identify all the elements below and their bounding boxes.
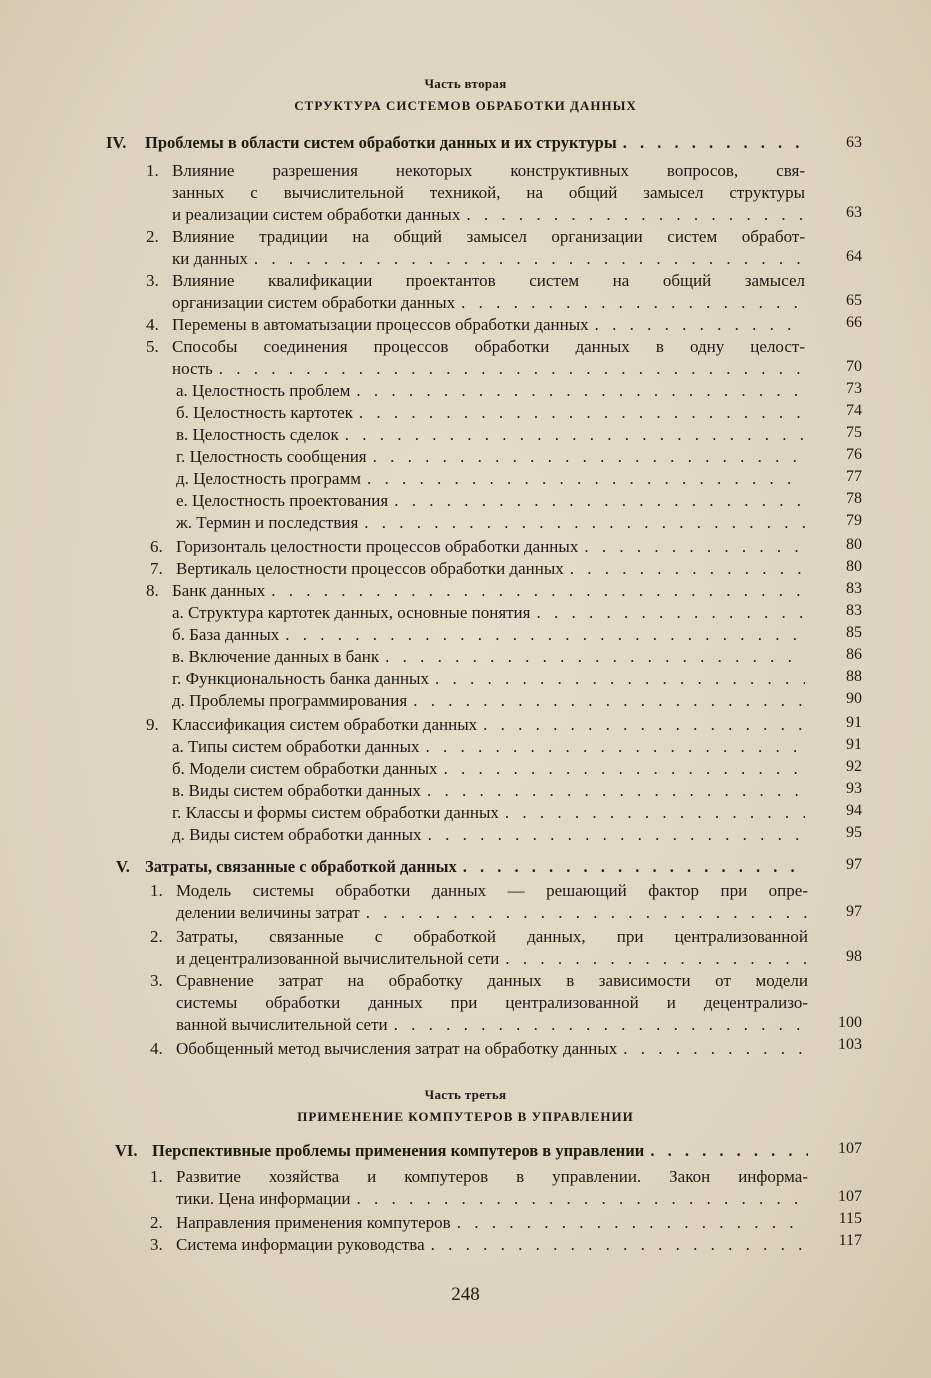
page-ref: 97 — [846, 856, 862, 873]
page-ref: 63 — [846, 204, 862, 221]
entry-text-line: Виды систем обработки данных — [188, 781, 421, 800]
toc-subentry — [172, 646, 805, 668]
entry-number: а. — [176, 381, 188, 400]
entry-number: 7. — [150, 559, 163, 578]
entry-text-line: Система информации руководства — [176, 1235, 425, 1254]
entry-number: г. — [172, 669, 182, 688]
entry-text-line: Способы соединения процессов обработки данных в одну целост- — [172, 337, 805, 356]
page-ref: 94 — [846, 802, 862, 819]
entry-text-line: Целостность программ — [193, 469, 361, 488]
page-ref: 117 — [838, 1232, 862, 1249]
toc-entry — [150, 880, 808, 924]
part-three-title: ПРИМЕНЕНИЕ КОМПУТЕРОВ В УПРАВЛЕНИИ — [297, 1109, 634, 1124]
entry-text-line: Проблемы программирования — [189, 691, 408, 710]
toc-subentry — [172, 690, 805, 712]
page-ref: 65 — [846, 292, 862, 309]
toc-subentry — [176, 468, 805, 490]
entry-number: 4. — [146, 315, 159, 334]
toc-entry — [150, 1166, 808, 1210]
toc-subentry — [172, 736, 805, 758]
page-ref: 83 — [846, 580, 862, 597]
page-ref: 91 — [846, 714, 862, 731]
page-ref: 97 — [846, 903, 862, 920]
entry-text-line: ванной вычислительной сети — [176, 1015, 388, 1034]
entry-text-line: ки данных — [172, 249, 248, 268]
page-ref: 107 — [838, 1188, 862, 1205]
toc-subentry — [172, 624, 805, 646]
entry-number: 3. — [146, 271, 159, 290]
page-ref: 80 — [846, 558, 862, 575]
page-ref: 107 — [838, 1140, 862, 1157]
page-ref: 92 — [846, 758, 862, 775]
entry-number: 4. — [150, 1039, 163, 1058]
entry-text-line: Влияние квалификации проектантов систем на общий замысел — [172, 271, 805, 290]
entry-number: 9. — [146, 715, 159, 734]
toc-entry — [146, 714, 805, 736]
entry-number: г. — [176, 447, 186, 466]
entry-text-line: Функциональность банка данных — [185, 669, 429, 688]
entry-text-line: Влияние разрешения некоторых конструктивных вопросов, свя- — [172, 161, 805, 180]
entry-text-line: Виды систем обработки данных — [189, 825, 422, 844]
part-two-label: Часть вторая — [424, 76, 507, 91]
entry-text-line: Развитие хозяйства и компутеров в управлении. Закон информа- — [176, 1167, 808, 1186]
entry-text-line: Затраты, связанные с обработкой данных, при централизованной — [176, 927, 808, 946]
entry-number: 1. — [146, 161, 159, 180]
page-ref: 76 — [846, 446, 862, 463]
entry-number: 3. — [150, 1235, 163, 1254]
toc-subentry — [172, 802, 805, 824]
entry-number: 2. — [150, 1213, 163, 1232]
entry-text-line: Направления применения компутеров — [176, 1213, 451, 1232]
page-ref: 63 — [846, 134, 862, 151]
part-three-label: Часть третья — [424, 1087, 507, 1102]
toc-subentry — [172, 668, 805, 690]
page-ref: 91 — [846, 736, 862, 753]
entry-number: 1. — [150, 1167, 163, 1186]
page-ref: 95 — [846, 824, 862, 841]
page-number: 248 — [451, 1284, 480, 1305]
entry-text-line: организации систем обработки данных — [172, 293, 456, 312]
page-ref: 93 — [846, 780, 862, 797]
entry-text-line: делении величины затрат — [176, 903, 360, 922]
chapter-title: Перспективные проблемы применения компутеров в управлении — [152, 1141, 645, 1160]
chapter-title: Затраты, связанные с обработкой данных — [145, 857, 457, 876]
entry-text-line: Целостность проектования — [192, 491, 389, 510]
page-ref: 98 — [846, 948, 862, 965]
toc-subentry — [172, 758, 805, 780]
entry-text-line: и децентрализованной вычислительной сети — [176, 949, 500, 968]
chapter-heading — [106, 132, 805, 154]
entry-number: б. — [176, 403, 189, 422]
entry-text-line: Термин и последствия — [196, 513, 359, 532]
page-ref: 79 — [846, 512, 862, 529]
page-ref: 78 — [846, 490, 862, 507]
page-ref: 115 — [838, 1210, 862, 1227]
page-ref: 75 — [846, 424, 862, 441]
page-ref: 66 — [846, 314, 862, 331]
entry-text-line: Модели систем обработки данных — [189, 759, 438, 778]
page-ref: 103 — [838, 1036, 862, 1053]
entry-text-line: Сравнение затрат на обработку данных в зависимости от модели — [176, 971, 808, 990]
toc-entry — [150, 558, 805, 580]
toc-entry — [146, 336, 805, 380]
entry-text-line: Классы и формы систем обработки данных — [185, 803, 499, 822]
toc-subentry — [172, 780, 805, 802]
entry-text-line: ность — [172, 359, 213, 378]
toc-entry — [146, 270, 805, 314]
page-ref: 90 — [846, 690, 862, 707]
page-ref: 88 — [846, 668, 862, 685]
entry-text-line: База данных — [189, 625, 280, 644]
toc-entry — [150, 536, 805, 558]
entry-number: 6. — [150, 537, 163, 556]
toc-subentry — [176, 424, 805, 446]
entry-number: 2. — [150, 927, 163, 946]
toc-subentry — [176, 402, 805, 424]
entry-number: д. — [172, 825, 185, 844]
page-ref: 73 — [846, 380, 862, 397]
entry-number: а. — [172, 603, 184, 622]
entry-number: в. — [172, 647, 185, 666]
entry-text-line: тики. Цена информации — [176, 1189, 351, 1208]
entry-text-line: занных с вычислительной техникой, на общий замысел структуры — [172, 183, 805, 202]
toc-entry — [146, 580, 805, 602]
entry-number: е. — [176, 491, 188, 510]
page-ref: 70 — [846, 358, 862, 375]
toc-entry — [150, 1038, 808, 1060]
entry-number: 3. — [150, 971, 163, 990]
entry-number: 8. — [146, 581, 159, 600]
entry-number: д. — [176, 469, 189, 488]
entry-text-line: Целостность картотек — [193, 403, 353, 422]
part-two-title: СТРУКТУРА СИСТЕМОВ ОБРАБОТКИ ДАННЫХ — [294, 98, 637, 113]
page-ref: 77 — [846, 468, 862, 485]
toc-subentry — [176, 512, 805, 534]
entry-text-line: системы обработки данных при централизованной и децентрализо- — [176, 993, 808, 1012]
entry-text-line: Модель системы обработки данных — решающий фактор при опре- — [176, 881, 808, 900]
toc-subentry — [172, 602, 805, 624]
page-ref: 85 — [846, 624, 862, 641]
entry-text-line: Влияние традиции на общий замысел организации систем обработ- — [172, 227, 805, 246]
toc-subentry — [176, 446, 805, 468]
toc-entry — [146, 314, 805, 336]
chapter-heading — [115, 1140, 808, 1162]
entry-number: б. — [172, 759, 185, 778]
entry-number: а. — [172, 737, 184, 756]
entry-text-line: Горизонталь целостности процессов обработки данных — [176, 537, 579, 556]
chapter-title: Проблемы в области систем обработки данных и их структуры — [145, 133, 617, 152]
page-ref: 83 — [846, 602, 862, 619]
entry-number: б. — [172, 625, 185, 644]
entry-number: в. — [172, 781, 185, 800]
entry-text-line: Целостность сделок — [192, 425, 339, 444]
chapter-heading — [116, 856, 805, 878]
entry-number: ж. — [176, 513, 192, 532]
entry-number: 2. — [146, 227, 159, 246]
entry-text-line: Целостность сообщения — [189, 447, 367, 466]
toc-entry — [150, 970, 808, 1036]
entry-text-line: Типы систем обработки данных — [188, 737, 420, 756]
entry-text-line: Структура картотек данных, основные понятия — [188, 603, 531, 622]
entry-text-line: Классификация систем обработки данных — [172, 715, 478, 734]
entry-text-line: Вертикаль целостности процессов обработки данных — [176, 559, 564, 578]
entry-text-line: Банк данных — [172, 581, 266, 600]
page-ref: 86 — [846, 646, 862, 663]
chapter-number: IV. — [106, 133, 127, 152]
toc-entry — [146, 226, 805, 270]
entry-number: г. — [172, 803, 182, 822]
entry-number: в. — [176, 425, 189, 444]
toc-subentry — [176, 380, 805, 402]
entry-number: д. — [172, 691, 185, 710]
page-ref: 64 — [846, 248, 862, 265]
entry-text-line: и реализации систем обработки данных — [172, 205, 461, 224]
chapter-number: V. — [116, 857, 130, 876]
entry-text-line: Перемены в автоматызации процессов обработки данных — [172, 315, 589, 334]
toc-entry — [150, 1212, 808, 1234]
toc-entry — [150, 926, 808, 970]
entry-text-line: Обобщенный метод вычисления затрат на обработку данных — [176, 1039, 618, 1058]
toc-entry — [150, 1234, 808, 1256]
entry-number: 1. — [150, 881, 163, 900]
toc-entry — [146, 160, 805, 226]
chapter-number: VI. — [115, 1141, 138, 1160]
entry-text-line: Включение данных в банк — [188, 647, 380, 666]
entry-number: 5. — [146, 337, 159, 356]
entry-text-line: Целостность проблем — [192, 381, 351, 400]
page-ref: 100 — [838, 1014, 862, 1031]
page-ref: 80 — [846, 536, 862, 553]
toc-subentry — [172, 824, 805, 846]
page-ref: 74 — [846, 402, 862, 419]
toc-subentry — [176, 490, 805, 512]
